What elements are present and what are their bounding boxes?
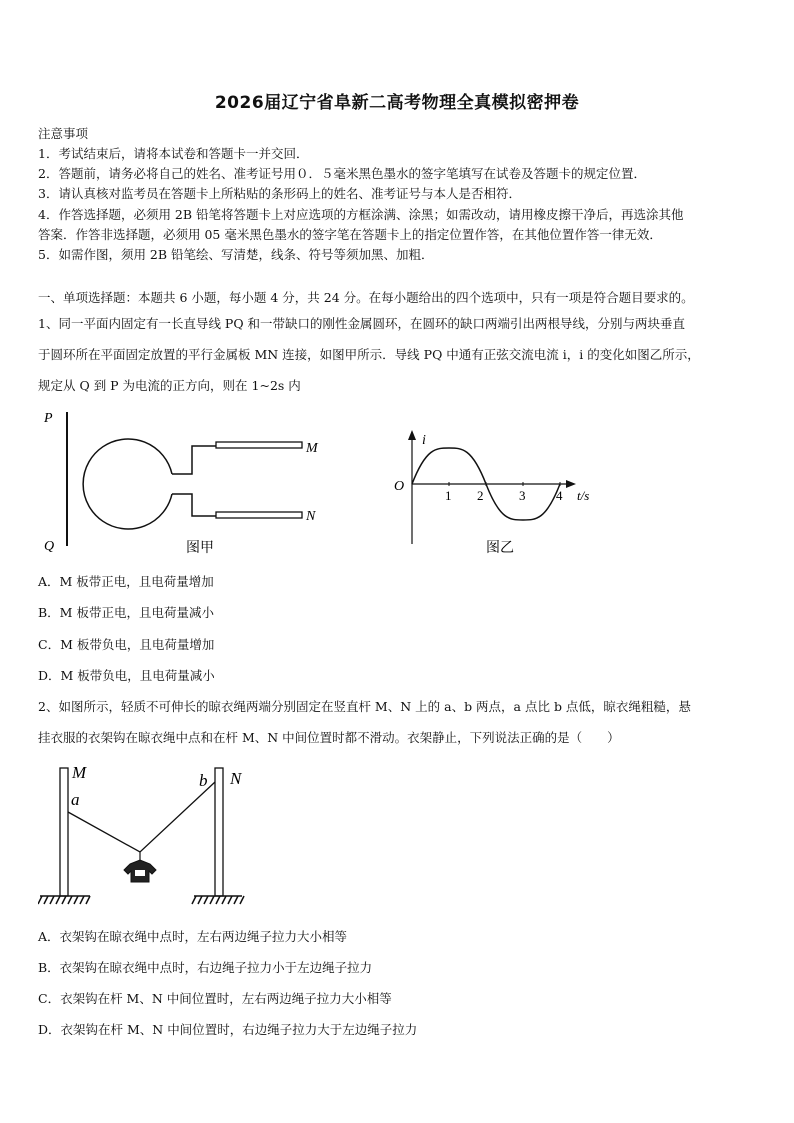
caption-yi: 图乙 xyxy=(486,541,514,556)
figure-jia xyxy=(43,411,319,556)
notice-item: 1．考试结束后，请将本试卷和答题卡一并交回． xyxy=(38,146,309,161)
option-c[interactable]: C．衣架钩在杆 M、N 中间位置时，左右两边绳子拉力大小相等 xyxy=(38,991,392,1006)
option-a[interactable]: A．衣架钩在晾衣绳中点时，左右两边绳子拉力大小相等 xyxy=(38,929,348,944)
plate-n xyxy=(216,512,302,518)
option-a[interactable]: A．M 板带正电，且电荷量增加 xyxy=(38,574,214,589)
question-text: 1、同一平面内固定有一长直导线 PQ 和一带缺口的刚性金属圆环，在圆环的缺口两端引出两根导线，分别与两块垂直 xyxy=(38,316,686,331)
tick-label: 1 xyxy=(445,488,452,503)
tick-label: 4 xyxy=(556,488,563,503)
option-c[interactable]: C．M 板带负电，且电荷量增加 xyxy=(38,637,215,652)
caption-jia: 图甲 xyxy=(186,541,214,556)
lead-wire-top xyxy=(172,446,216,474)
page-title: 2026届辽宁省阜新二高考物理全真模拟密押卷 xyxy=(214,93,580,113)
t-axis-arrow xyxy=(566,480,576,488)
label-q: Q xyxy=(44,539,55,554)
notice-item: 3．请认真核对监考员在答题卡上所粘贴的条形码上的姓名、准考证号与本人是否相符． xyxy=(38,186,521,201)
option-d[interactable]: D．M 板带负电，且电荷量减小 xyxy=(38,668,215,683)
question-text: 挂衣服的衣架钩在晾衣绳中点和在杆 M、N 中间位置时都不滑动。衣架静止，下列说法正确的是（ ） xyxy=(38,730,620,745)
origin-label: O xyxy=(394,479,405,494)
pole-n xyxy=(215,768,223,896)
i-axis-arrow xyxy=(408,430,416,440)
plate-m xyxy=(216,442,302,448)
q2-figure xyxy=(38,760,248,910)
pole-m xyxy=(60,768,68,896)
notice-heading: 注意事项 xyxy=(38,126,89,141)
clothesline xyxy=(68,782,215,852)
q1-figure xyxy=(36,404,606,560)
option-b[interactable]: B．M 板带正电，且电荷量减小 xyxy=(38,605,214,620)
tick-label: 3 xyxy=(519,488,526,503)
notice-item: 5．如需作图，须用 2B 铅笔绘、写清楚，线条、符号等须加黑、加粗． xyxy=(38,247,434,262)
question-text: 2、如图所示，轻质不可伸长的晾衣绳两端分别固定在竖直杆 M、N 上的 a、b 两点，a 点比 b 点低，晾衣绳粗糙，悬 xyxy=(38,699,691,714)
notice-item: 4．作答选择题，必须用 2B 铅笔将答题卡上对应选项的方框涂满、涂黑；如需改动，请用橡皮擦干净后，再选涂其他 xyxy=(38,207,684,222)
tick-label: 2 xyxy=(477,488,484,503)
lead-wire-bottom xyxy=(172,494,216,516)
option-b[interactable]: B．衣架钩在晾衣绳中点时，右边绳子拉力小于左边绳子拉力 xyxy=(38,960,373,975)
label-b: b xyxy=(199,771,208,790)
label-n: N xyxy=(230,769,242,788)
notice-item: 答案．作答非选择题，必须用 05 毫米黑色墨水的签字笔在答题卡上的指定位置作答，在其他位置作答一律无效． xyxy=(38,227,662,242)
axis-i-label: i xyxy=(422,433,426,448)
question-text: 于圆环所在平面固定放置的平行金属板 MN 连接，如图甲所示．导线 PQ 中通有正弦交流电流 i，i 的变化如图乙所示， xyxy=(38,347,700,362)
question-text: 规定从 Q 到 P 为电流的正方向，则在 1~2s 内 xyxy=(38,378,301,393)
option-d[interactable]: D．衣架钩在杆 M、N 中间位置时，右边绳子拉力大于左边绳子拉力 xyxy=(38,1022,418,1037)
label-p: P xyxy=(44,411,53,426)
figure-yi xyxy=(394,430,589,556)
label-m: M xyxy=(72,763,87,782)
notice-item: 2．答题前，请务必将自己的姓名、准考证号用０．５毫米黑色墨水的签字笔填写在试卷及答题卡的规定位置． xyxy=(38,166,646,181)
shirt-icon xyxy=(124,852,156,882)
label-a: a xyxy=(71,790,80,809)
metal-ring xyxy=(83,439,172,529)
ground-right xyxy=(192,896,244,904)
axis-t-label: t/s xyxy=(577,488,590,503)
label-m: M xyxy=(306,441,318,456)
label-n: N xyxy=(306,509,316,524)
ground-left xyxy=(38,896,90,904)
section-heading: 一、单项选择题：本题共 6 小题，每小题 4 分，共 24 分。在每小题给出的四个选项中，只有一项是符合题目要求的。 xyxy=(38,290,694,305)
